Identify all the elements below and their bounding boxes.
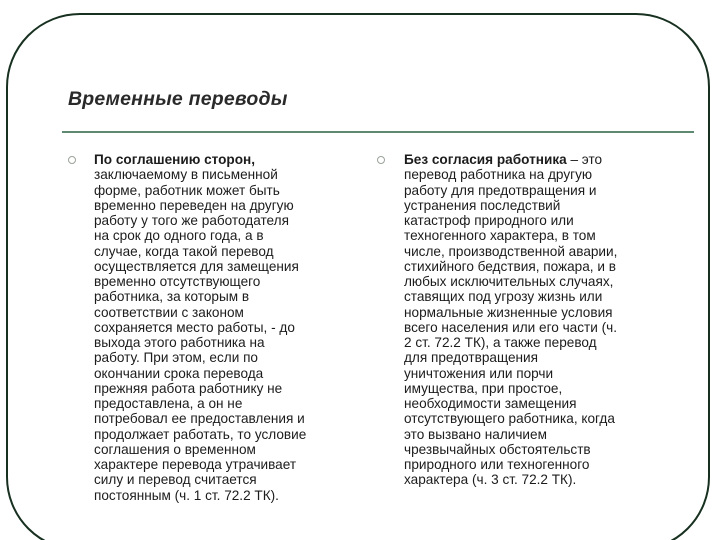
text-line: работу у того же работодателя [94,213,289,228]
text-line: случае, когда такой перевод [94,243,274,259]
text-line: имущества, при простое, [404,380,563,396]
text-line: предоставлена, а он не [94,396,243,411]
bullet-icon [377,156,385,164]
slide-title: Временные переводы [68,88,288,110]
text-line: продолжает работать, то условие [94,426,307,442]
text-line: 2 ст. 72.2 ТК), а также перевод [404,335,597,350]
text-line: осуществляется для замещения [94,258,299,274]
right-item-body [404,167,674,487]
text-line: окончании срока перевода [94,365,264,381]
text-line: временно переведен на другую [94,197,294,213]
title-divider [62,131,694,133]
text-line: работника, за которым в [94,289,250,305]
text-line: чрезвычайных обстоятельств [404,441,591,457]
text-line: необходимости замещения [404,396,577,411]
text-line: техногенного характера, в том [404,228,596,244]
text-line: уничтожения или порчи [404,365,554,381]
text-line: для предотвращения [404,350,538,366]
text-line: прежняя работа работнику не [94,380,283,396]
text-line: силу и перевод считается [94,472,257,488]
text-line: работу. При этом, если по [94,350,258,366]
text-line: потребовал ее предоставления и [94,411,305,427]
text-line: соглашения о временном [94,441,256,457]
text-line: катастроф природного или [404,213,574,228]
text-line: сохраняется место работы, - до [94,319,295,335]
text-line: постоянным (ч. 1 ст. 72.2 ТК). [94,487,279,503]
text-line: характере перевода утрачивает [94,457,297,472]
bullet-icon [68,156,76,164]
left-column [94,152,364,503]
text-line: форме, работник может быть [94,182,280,198]
text-line: временно отсутствующего [94,274,261,289]
right-item-lead-rest: – это [566,152,603,167]
left-item-body [94,167,364,503]
text-line: любых исключительных случаях, [404,274,614,289]
right-item-lead [404,152,674,167]
left-item-lead: По соглашению сторон, [94,152,256,167]
text-line: нормальные жизненные условия [404,304,613,320]
text-line: стихийного бедствия, пожара, и в [404,258,616,274]
text-line: числе, производственной аварии, [404,243,618,259]
text-line: это вызвано наличием [404,426,547,442]
text-line: выхода этого работника на [94,335,265,350]
text-line: перевод работника на другую [404,167,593,183]
text-line: устранения последствий [404,197,561,213]
text-line: ставящих под угрозу жизнь или [404,289,603,305]
text-line: всего населения или его части (ч. [404,319,617,335]
text-line: работу для предотвращения и [404,182,597,198]
text-line: на срок до одного года, а в [94,228,264,244]
text-line: соответствии с законом [94,304,244,320]
text-line: отсутствующего работника, когда [404,411,615,427]
text-line: заключаемому в письменной [94,167,278,183]
right-column [404,152,674,488]
text-line: характера (ч. 3 ст. 72.2 ТК). [404,472,577,488]
text-line: природного или техногенного [404,457,590,472]
right-item-lead-bold: Без согласия работника [404,152,567,167]
